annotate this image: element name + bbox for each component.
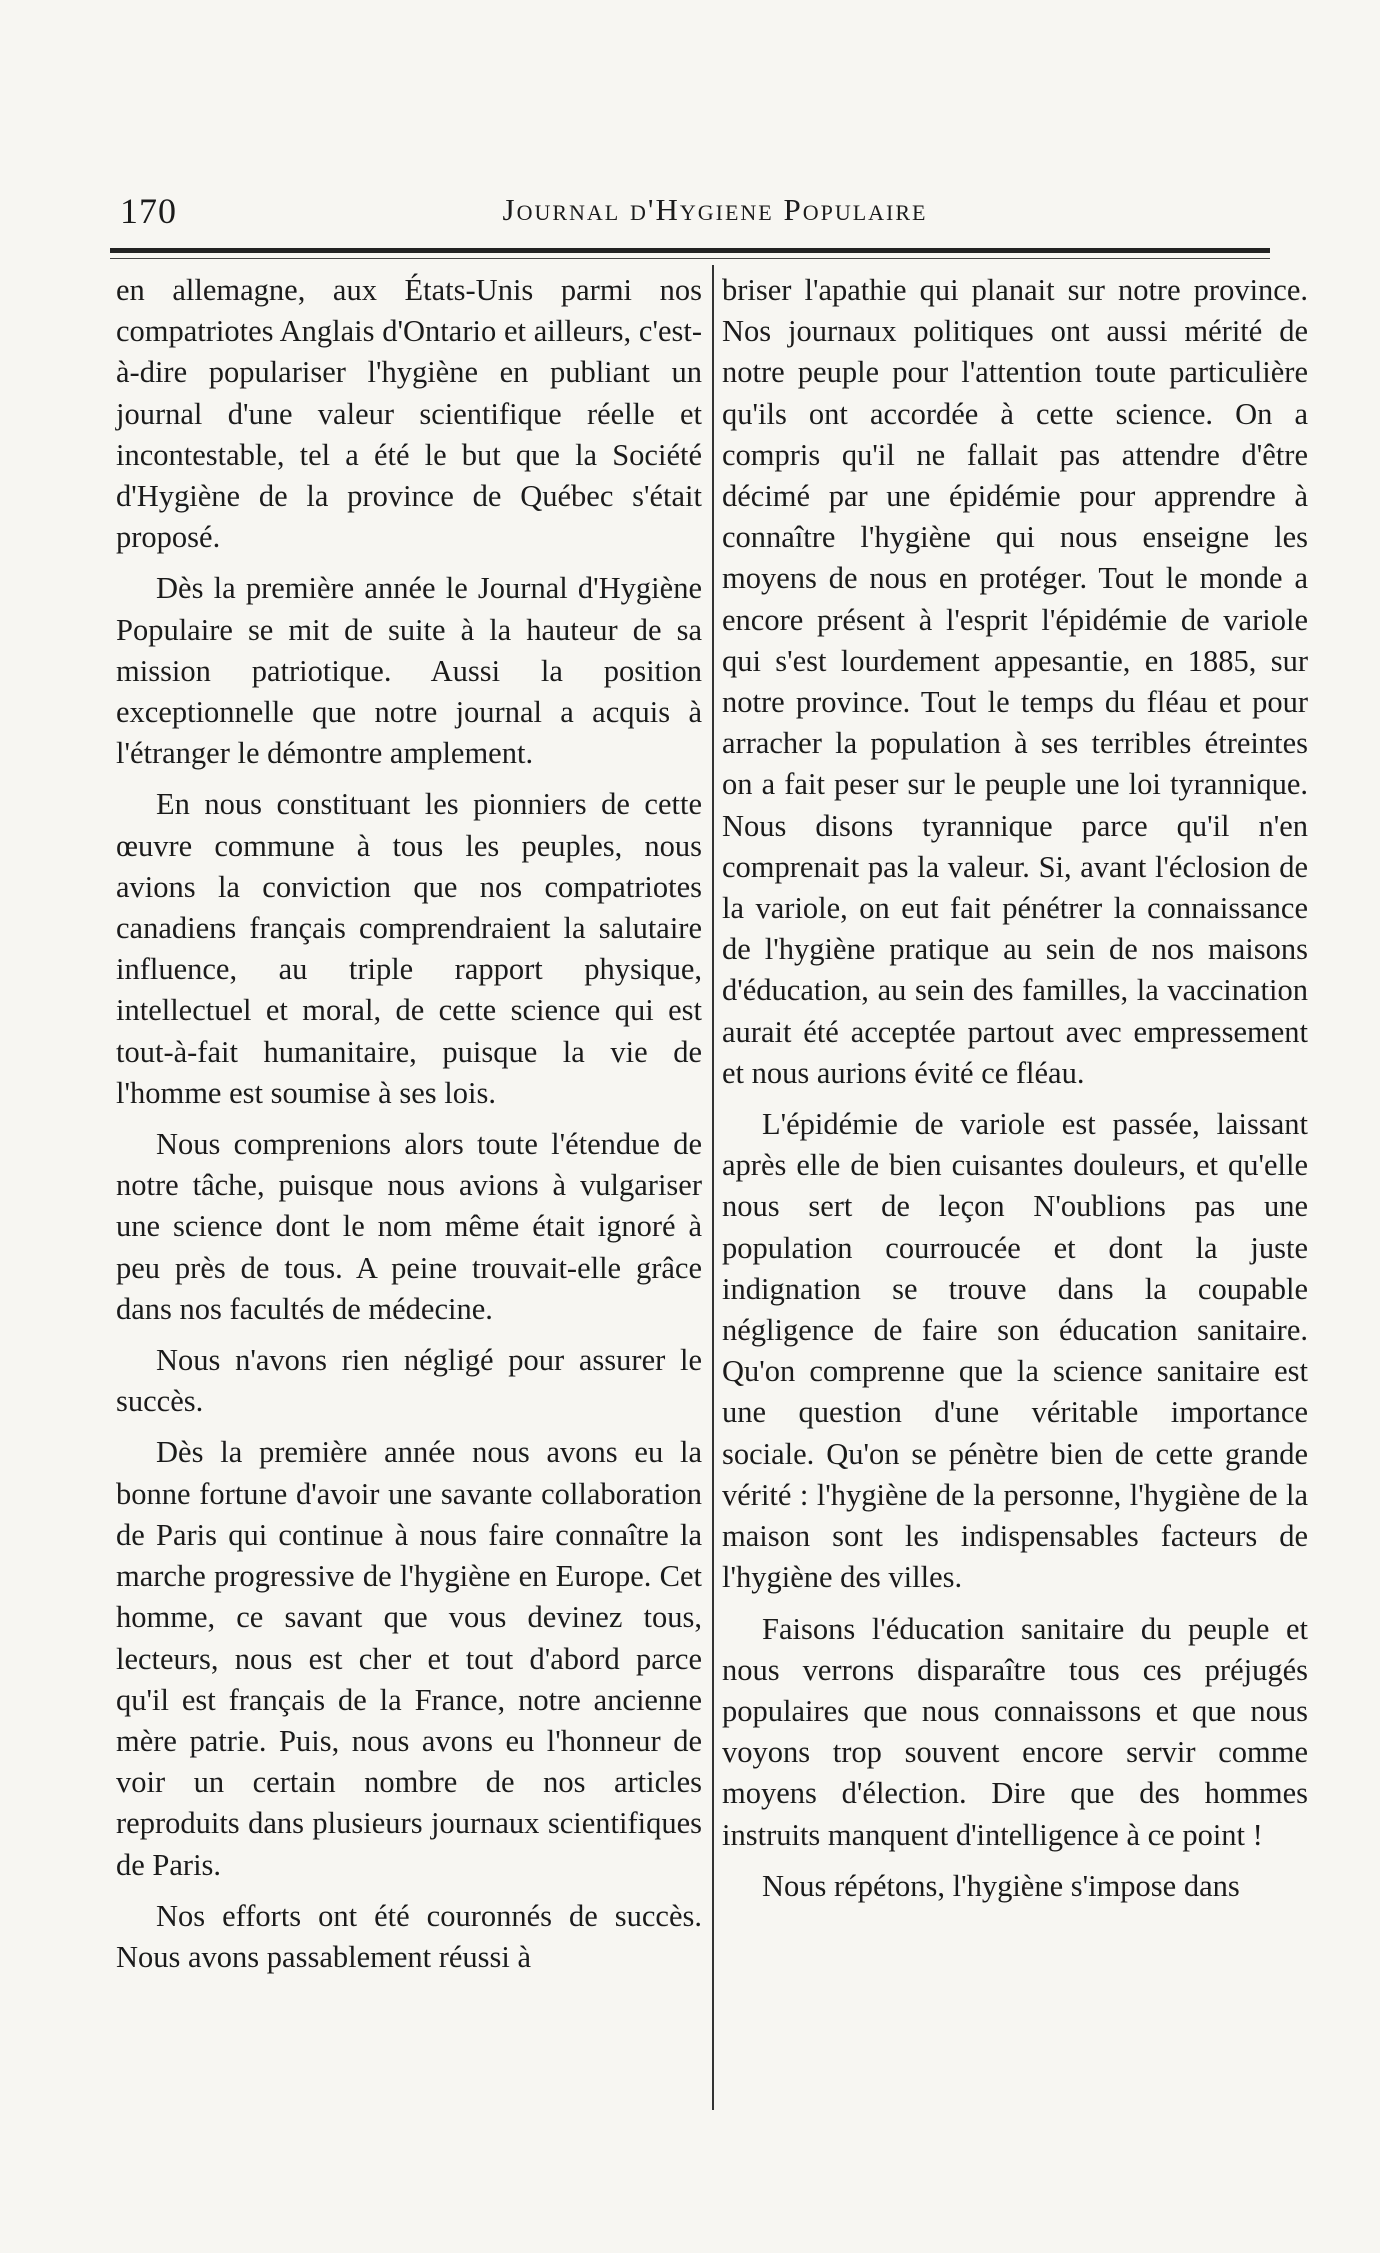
right-column xyxy=(722,270,1308,1917)
header-rule-thin xyxy=(110,258,1270,259)
paragraph: Nous répétons, l'hygiène s'impose dans xyxy=(762,1868,1240,1903)
paragraph: Nous comprenions alors toute l'étendue de notre tâche, puisque nous avions à vulgariser une science dont le nom même était ignoré à peu près de tous. A peine trouvait-elle grâce dans nos facultés de médecine. xyxy=(116,1127,702,1326)
paragraph: L'épidémie de variole est passée, laissant après elle de bien cuisantes douleurs, et qu'elle nous sert de leçon N'oublions pas une population courroucée et dont la juste indignation se trouve dans la coupable négligence de faire son éducation sanitaire. Qu'on comprenne que la science sanitaire est une question d'une véritable importance sociale. Qu'on se pénètre bien de cette grande vérité : l'hygiène de la personne, l'hygiène de la maison sont les indispensables facteurs de l'hygiène des villes. xyxy=(722,1107,1308,1595)
paragraph: briser l'apathie qui planait sur notre province. Nos journaux politiques ont aussi mérité de notre peuple pour l'attention toute particulière qu'ils ont accordée à cette science. On a compris qu'il ne fallait pas attendre d'être décimé par une épidémie pour apprendre à connaître l'hygiène qui nous enseigne les moyens de nous en protéger. Tout le monde a encore présent à l'esprit l'épidémie de variole qui s'est lourdement appesantie, en 1885, sur notre province. Tout le temps du fléau et pour arracher la population à ses terribles étreintes on a fait peser sur le peuple une loi tyrannique. Nous disons tyrannique parce qu'il n'en comprenait pas la valeur. Si, avant l'éclosion de la variole, on eut fait pénétrer la connaissance de l'hygiène pratique au sein de nos maisons d'éducation, au sein des familles, la vaccination aurait été acceptée partout avec empressement et nous aurions évité ce fléau. xyxy=(722,273,1308,1090)
header-rule xyxy=(110,248,1270,253)
running-title: Journal d'Hygiene Populaire xyxy=(502,192,928,227)
paragraph: En nous constituant les pionniers de cette œuvre commune à tous les peuples, nous avions la conviction que nos compatriotes canadiens français comprendraient la salutaire influence, au triple rapport physique, intellectuel et moral, de cette science qui est tout-à-fait humanitaire, puisque la vie de l'homme est soumise à ses lois. xyxy=(116,787,702,1110)
paragraph: Dès la première année nous avons eu la bonne fortune d'avoir une savante collaboration de Paris qui continue à nous faire connaître la marche progressive de l'hygiène en Europe. Cet homme, ce savant que vous devinez tous, lecteurs, nous est cher et tout d'abord parce qu'il est français de la France, notre ancienne mère patrie. Puis, nous avons eu l'honneur de voir un certain nombre de nos articles reproduits dans plusieurs journaux scientifiques de Paris. xyxy=(116,1435,702,1882)
paragraph: en allemagne, aux États-Unis parmi nos compatriotes Anglais d'Ontario et ailleurs, c'est-à-dire populariser l'hygiène en publiant un journal d'une valeur scientifique réelle et incontestable, tel a été le but que la Société d'Hygiène de la province de Québec s'était proposé. xyxy=(116,273,702,555)
paragraph: Nous n'avons rien négligé pour assurer le succès. xyxy=(116,1343,702,1419)
paragraph: Dès la première année le Journal d'Hygiène Populaire se mit de suite à la hauteur de sa mission patriotique. Aussi la position exceptionnelle que notre journal a acquis à l'étranger le démontre amplement. xyxy=(116,571,702,771)
column-divider xyxy=(712,265,714,2110)
page-number: 170 xyxy=(120,191,177,231)
paragraph: Faisons l'éducation sanitaire du peuple et nous verrons disparaître tous ces préjugés populaires que nous connaissons et que nous voyons trop souvent encore servir comme moyens d'élection. Dire que des hommes instruits manquent d'intelligence à ce point ! xyxy=(722,1611,1308,1852)
paragraph: Nos efforts ont été couronnés de succès. Nous avons passablement réussi à xyxy=(116,1898,702,1974)
left-column xyxy=(116,270,702,1988)
page-header xyxy=(110,190,1320,240)
